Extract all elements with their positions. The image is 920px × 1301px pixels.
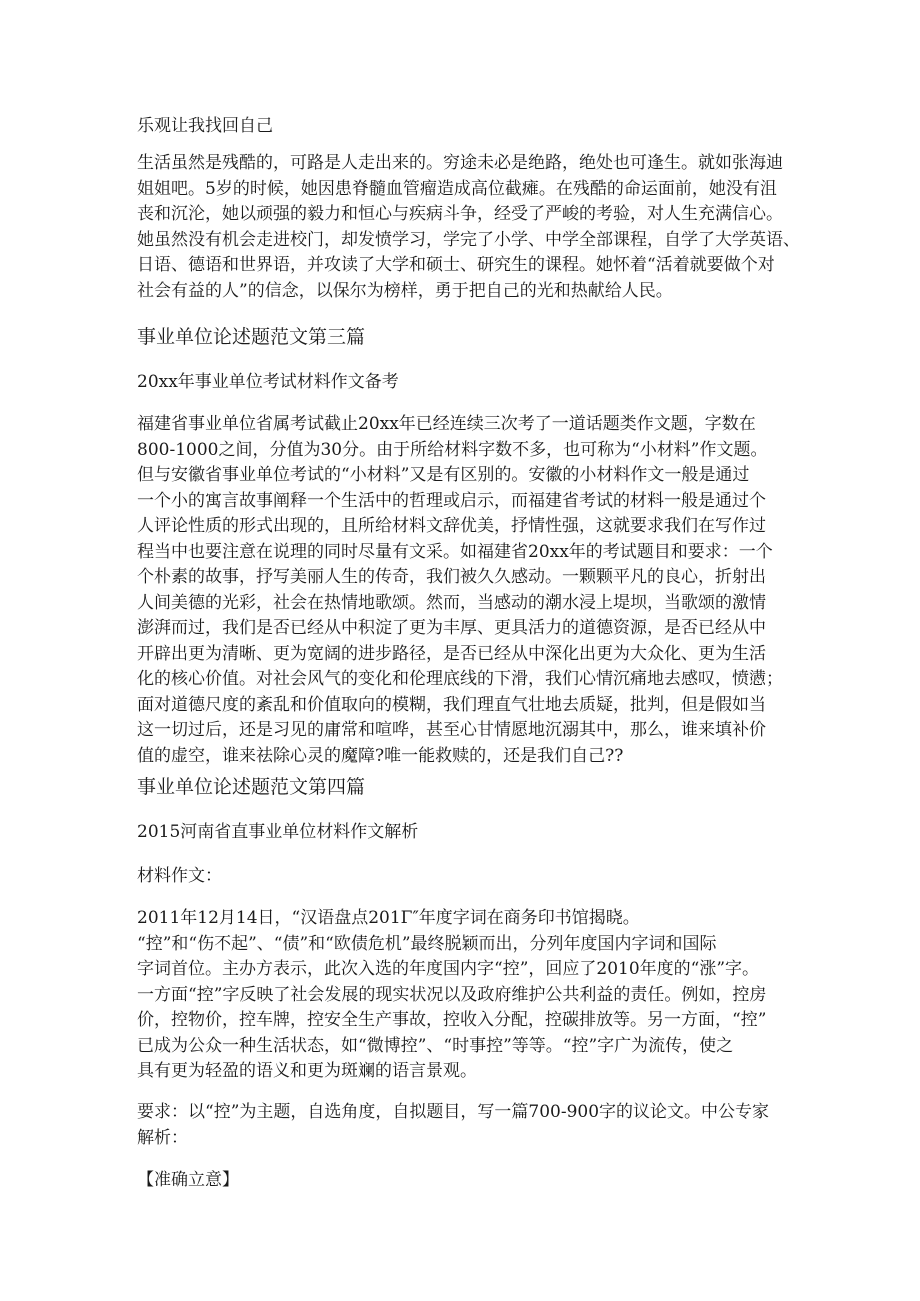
paragraph-line: 一个小的寓言故事阐释一个生活中的哲理或启示，而福建省考试的材料一般是通过个: [137, 490, 766, 511]
paragraph-line: 面对道德尺度的紊乱和价值取向的模糊，我们理直气壮地去质疑，批判，但是假如当: [137, 694, 766, 715]
paragraph-line: 日语、德语和世界语，并攻读了大学和硕士、研究生的课程。她怀着“活着就要做个对: [137, 255, 775, 275]
paragraph-material: [137, 906, 787, 1085]
paragraph-requirement: [137, 1100, 787, 1151]
paragraph-line: 姐姐吧。5岁的时候，她因患脊髓血管瘤造成高位截瘫。在残酷的命运面前，她没有沮: [137, 178, 777, 199]
paragraph-line: 800-1000之间，分值为30分。由于所给材料字数不多，也可称为“小材料”作文题。: [137, 439, 768, 460]
paragraph-line: 值的虚空，谁来祛除心灵的魔障?唯一能救赎的，还是我们自己??: [137, 745, 624, 766]
section-heading-third: 事业单位论述题范文第三篇: [137, 326, 366, 348]
section-subtitle-third: 20xx年事业单位考试材料作文备考: [137, 372, 399, 392]
paragraph-line: 生活虽然是残酷的，可路是人走出来的。穷途未必是绝路，绝处也可逢生。就如张海迪: [137, 153, 783, 173]
paragraph-line: 这一切过后，还是习见的庸常和喧哗，甚至心甘情愿地沉溺其中，那么，谁来填补价: [137, 720, 766, 740]
paragraph-line: 价，控物价，控车牌，控安全生产事故，控收入分配，控碳排放等。另一方面，“控”: [137, 1010, 767, 1030]
paragraph-optimism: [137, 151, 800, 304]
essay-title: 乐观让我找回自己: [137, 116, 273, 136]
paragraph-line: 具有更为轻盈的语义和更为斑斓的语言景观。: [137, 1061, 477, 1081]
bracket-heading: 【准确立意】: [137, 1170, 239, 1190]
paragraph-line: 已成为公众一种生活状态，如“微博控”、“时事控”等等。“控”字广为流传，使之: [137, 1035, 734, 1056]
paragraph-line: 丧和沉沦，她以顽强的毅力和恒心与疾病斗争，经受了严峻的考验，对人生充满信心。: [137, 204, 783, 224]
paragraph-line: 社会有益的人”的信念，以保尔为榜样，勇于把自己的光和热献给人民。: [137, 280, 673, 301]
paragraph-line: 澎湃而过，我们是否已经从中积淀了更为丰厚、更具活力的道德资源，是否已经从中: [137, 618, 766, 638]
paragraph-line: 程当中也要注意在说理的同时尽量有文采。如福建省20xx年的考试题目和要求：一个: [137, 541, 773, 562]
material-label: 材料作文：: [137, 866, 222, 886]
paragraph-line: 字词首位。主办方表示，此次入选的年度国内字“控”，回应了2010年度的“涨”字。: [137, 959, 760, 979]
paragraph-line: 一方面“控”字反映了社会发展的现实状况以及政府维护公共利益的责任。例如，控房: [137, 984, 767, 1005]
paragraph-line: 福建省事业单位省属考试截止20xx年已经连续三次考了一道话题类作文题，字数在: [137, 414, 756, 434]
paragraph-line: 解析：: [137, 1127, 188, 1148]
paragraph-line: 要求：以“控”为主题，自选角度，自拟题目，写一篇700-900字的议论文。中公专家: [137, 1102, 770, 1122]
paragraph-line: 人间美德的光彩，社会在热情地歌颂。然而，当感动的潮水浸上堤坝，当歌颂的激情: [137, 592, 766, 613]
paragraph-line: 2011年12月14日，“汉语盘点201Γ″年度字词在商务印书馆揭晓。: [137, 908, 640, 928]
paragraph-line: 个朴素的故事，抒写美丽人生的传奇，我们被久久感动。一颗颗平凡的良心，折射出: [137, 567, 766, 587]
paragraph-line: “控”和“伤不起”、“债”和“欧债危机”最终脱颖而出，分列年度国内字词和国际: [137, 933, 717, 954]
paragraph-line: 化的核心价值。对社会风气的变化和伦理底线的下滑，我们心情沉痛地去感叹，愤懑；: [137, 669, 783, 689]
paragraph-fujian: [137, 412, 787, 769]
section-subtitle-fourth: 2015河南省直事业单位材料作文解析: [137, 822, 419, 842]
paragraph-line: 但与安徽省事业单位考试的“小材料”又是有区别的。安徽的小材料作文一般是通过: [137, 465, 750, 485]
paragraph-line: 她虽然没有机会走进校门，却发愤学习，学完了小学、中学全部课程，自学了大学英语、: [137, 229, 800, 250]
paragraph-line: 开辟出更为清晰、更为宽阔的进步路径，是否已经从中深化出更为大众化、更为生活: [137, 643, 766, 664]
paragraph-line: 人评论性质的形式出现的，且所给材料文辞优美，抒情性强，这就要求我们在写作过: [137, 516, 766, 536]
section-heading-fourth: 事业单位论述题范文第四篇: [137, 776, 366, 798]
